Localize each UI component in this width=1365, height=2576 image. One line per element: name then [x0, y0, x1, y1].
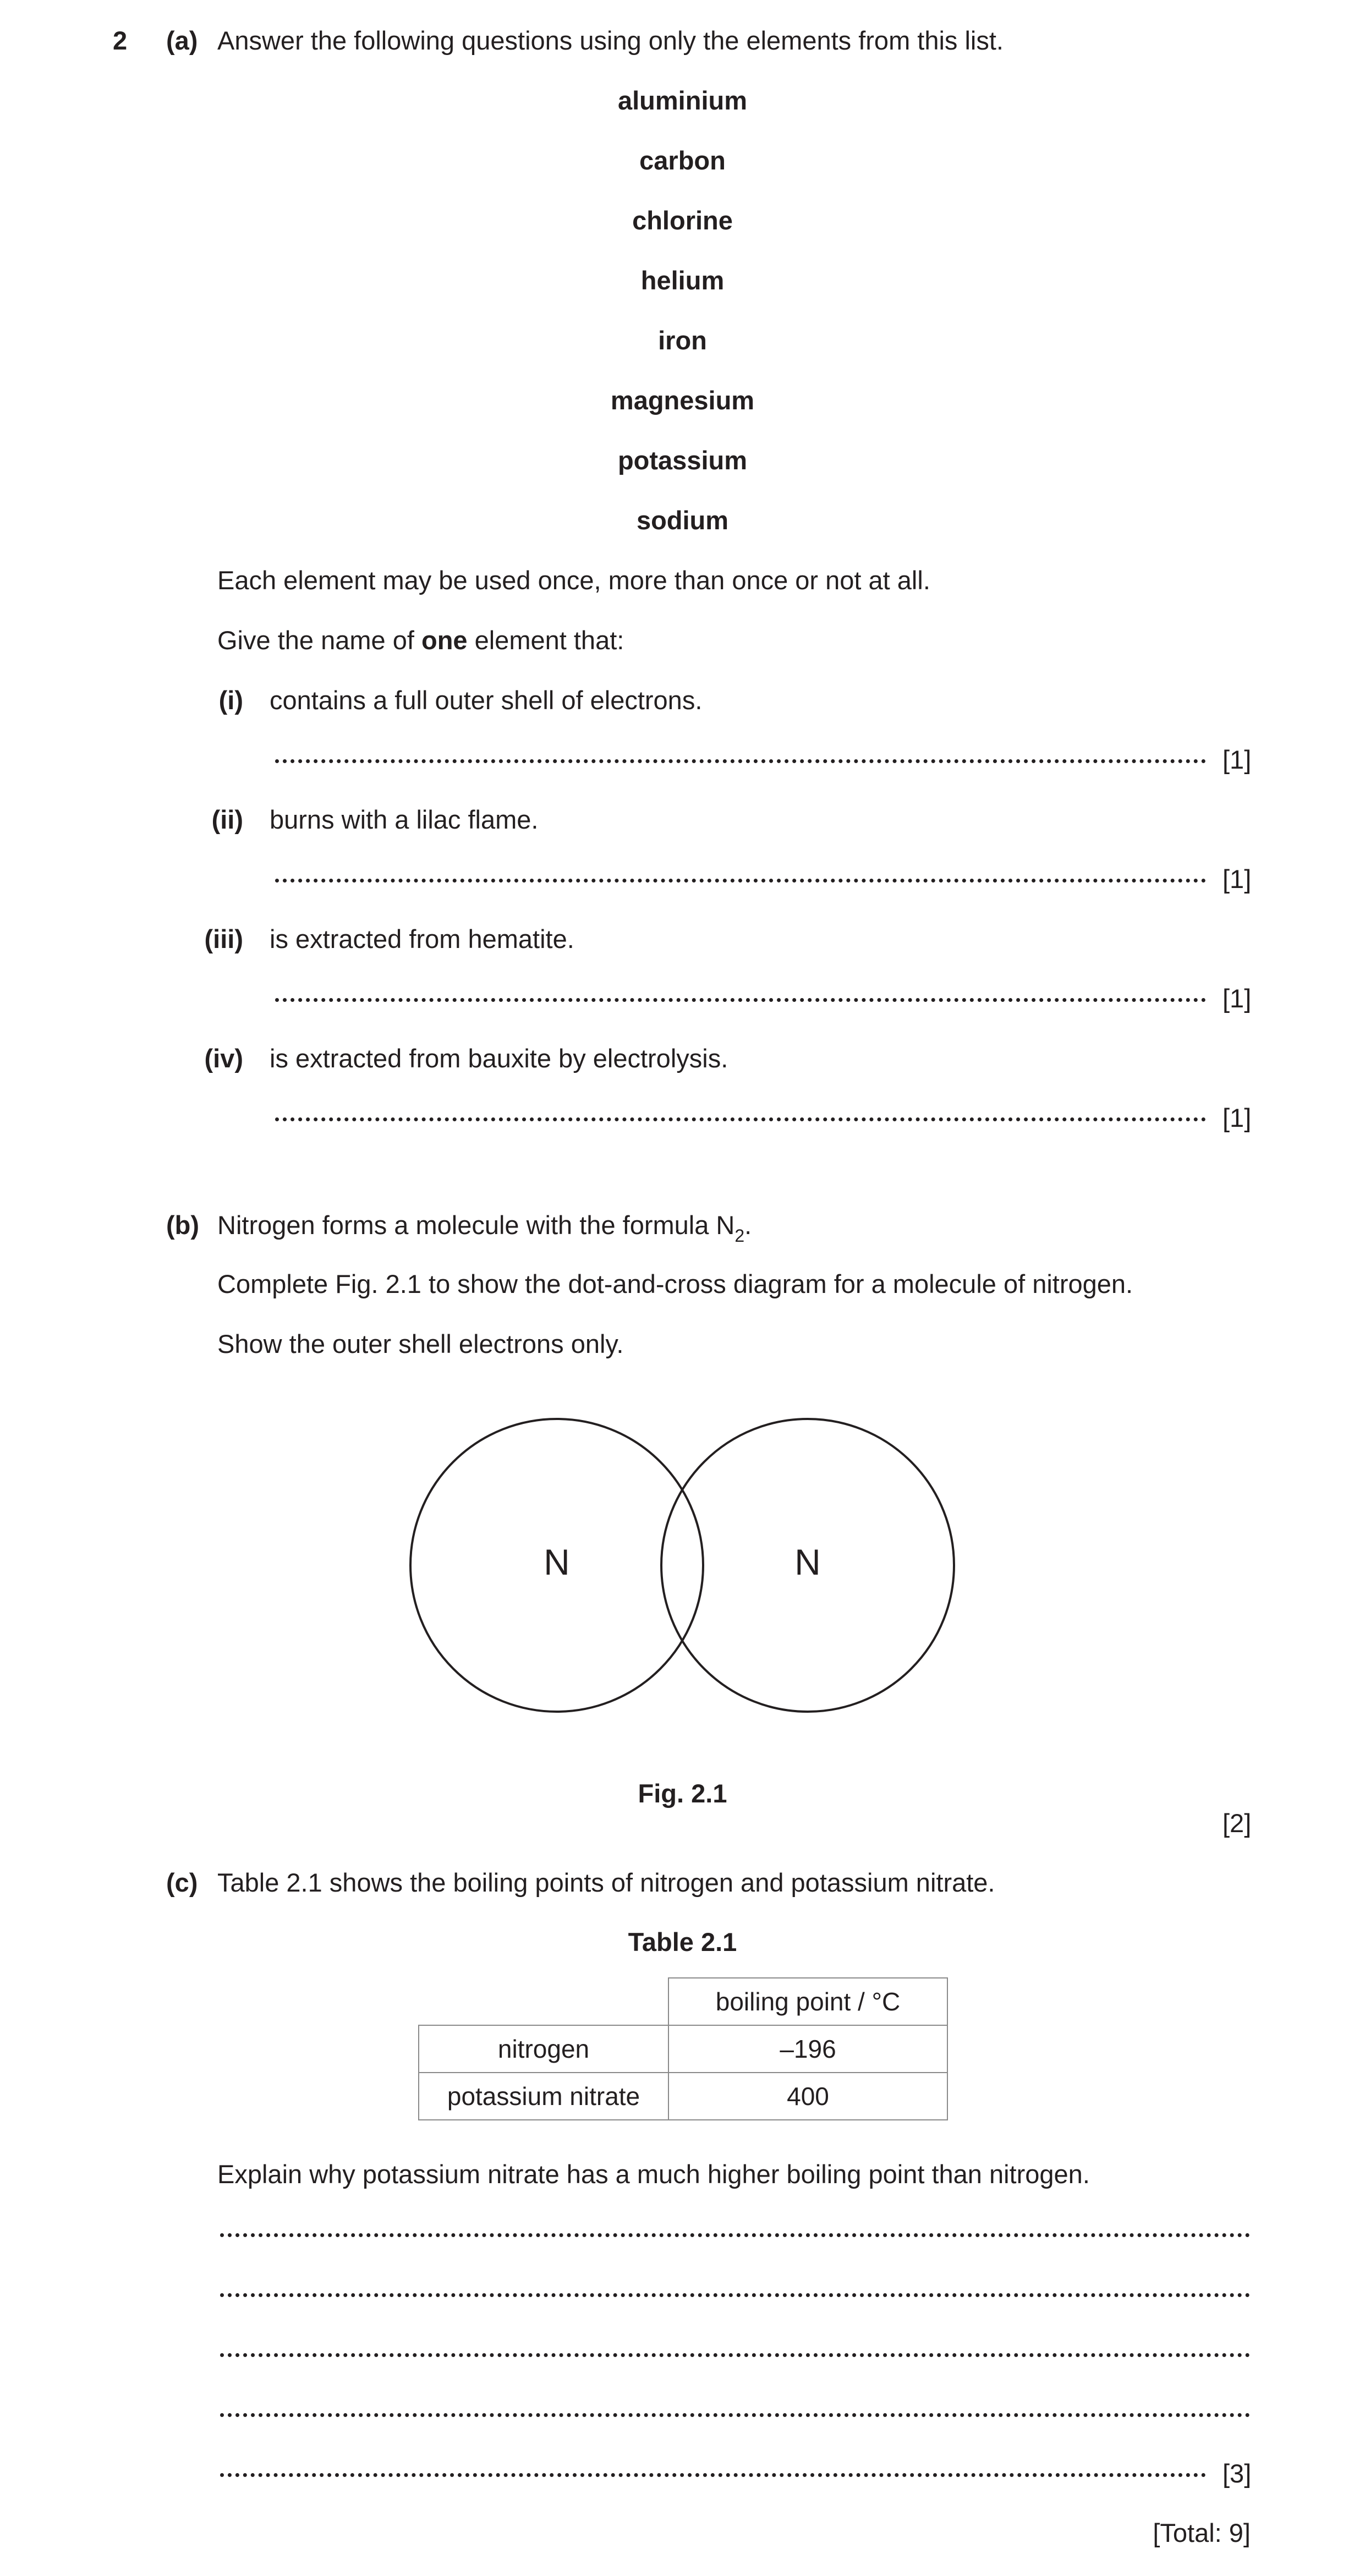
boiling-point-table: [418, 1977, 948, 2120]
table-cell-value: –196: [668, 2025, 947, 2073]
subpart-text-iv: is extracted from bauxite by electrolysis.: [270, 1044, 728, 1073]
part-b-note: Show the outer shell electrons only.: [217, 1329, 624, 1358]
usage-note: Each element may be used once, more than once or not at all.: [217, 566, 930, 595]
right-atom-symbol: N: [794, 1542, 821, 1582]
part-a-intro: Answer the following questions using only the elements from this list.: [217, 26, 1004, 55]
left-atom-symbol: N: [544, 1542, 570, 1582]
part-c-label: (c): [166, 1868, 198, 1897]
table-header-row: [419, 1978, 947, 2025]
subpart-label-ii: (ii): [211, 805, 243, 834]
element-helium: helium: [640, 266, 725, 295]
part-b-instruction: Complete Fig. 2.1 to show the dot-and-cross diagram for a molecule of nitrogen.: [217, 1269, 1133, 1298]
subpart-text-iii: is extracted from hematite.: [270, 924, 574, 953]
subpart-label-iv: (iv): [204, 1044, 243, 1073]
subpart-text-ii: burns with a lilac flame.: [270, 805, 539, 834]
mark-iv: [1]: [1223, 1103, 1252, 1132]
mark-b: [2]: [1223, 1808, 1252, 1838]
table-cell-substance: potassium nitrate: [419, 2073, 668, 2120]
table-row: [419, 2073, 947, 2120]
part-a-label: (a): [166, 26, 198, 55]
part-c-intro: Table 2.1 shows the boiling points of nitrogen and potassium nitrate.: [217, 1868, 995, 1897]
subpart-text-i: contains a full outer shell of electrons.: [270, 686, 703, 715]
mark-i: [1]: [1223, 745, 1252, 774]
element-magnesium: magnesium: [610, 386, 755, 415]
mark-c: [3]: [1223, 2459, 1252, 2488]
element-aluminium: aluminium: [617, 86, 748, 115]
subpart-label-iii: (iii): [204, 924, 243, 953]
part-b-formula-line: Nitrogen forms a molecule with the formula $N_2$.: [217, 1210, 752, 1246]
explain-line-3[interactable]: [220, 2353, 1250, 2357]
part-c-prompt: Explain why potassium nitrate has a much higher boiling point than nitrogen.: [217, 2160, 1090, 2189]
element-potassium: potassium: [617, 446, 748, 475]
explain-line-4[interactable]: [220, 2413, 1250, 2417]
explain-line-2[interactable]: [220, 2293, 1250, 2297]
element-chlorine: chlorine: [632, 206, 733, 235]
table-row: [419, 2025, 947, 2073]
part-b-label: (b): [166, 1210, 200, 1240]
table-header-boiling-point: boiling point / °C: [668, 1978, 947, 2025]
mark-ii: [1]: [1223, 864, 1252, 894]
table-cell-substance: nitrogen: [419, 2025, 668, 2073]
element-sodium: sodium: [636, 506, 729, 535]
element-iron: iron: [658, 326, 707, 355]
element-carbon: carbon: [639, 146, 726, 175]
total-marks: [Total: 9]: [1153, 2518, 1251, 2547]
table-cell-value: 400: [668, 2073, 947, 2120]
explain-line-1[interactable]: [220, 2233, 1250, 2237]
question-number: 2: [113, 26, 128, 55]
figure-caption: Fig. 2.1: [638, 1779, 727, 1808]
mark-iii: [1]: [1223, 984, 1252, 1013]
give-instruction: Give the name of one element that:: [217, 626, 624, 655]
subpart-label-i: (i): [218, 686, 243, 715]
explain-line-5[interactable]: [220, 2473, 1206, 2477]
table-title: Table 2.1: [628, 1927, 737, 1956]
table-corner: [419, 1978, 668, 2025]
